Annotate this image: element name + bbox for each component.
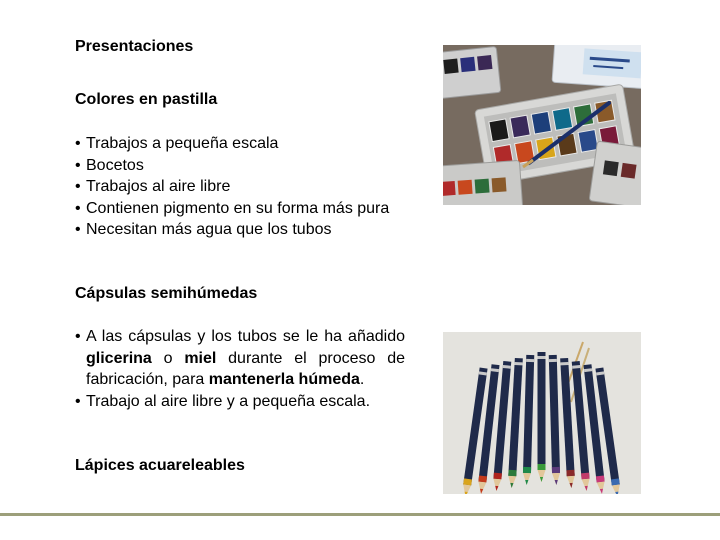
capsulas-list <box>75 326 405 412</box>
paint-pan <box>531 111 551 134</box>
pencils-illustration <box>443 332 641 494</box>
watercolor-box-illustration <box>443 45 641 205</box>
paint-pan <box>552 108 572 131</box>
list-item: • Trabajo al aire libre y a pequeña escala. <box>75 391 405 413</box>
list-item: • Trabajos a pequeña escala <box>75 133 405 155</box>
keyword-glicerina: glicerina <box>86 349 152 367</box>
pencil <box>538 352 546 482</box>
pastilla-list <box>75 133 405 241</box>
list-item <box>75 326 405 391</box>
list-item: • Contienen pigmento en su forma más pura <box>75 198 405 220</box>
footer-divider <box>0 513 720 516</box>
keyword-mantenerla-humeda: mantenerla húmeda <box>208 371 360 388</box>
paint-pan <box>510 115 530 138</box>
watercolor-box-image <box>443 45 641 205</box>
paint-pan <box>578 130 598 153</box>
capsulas-text-3: durante el proceso de fabricación, para <box>86 349 405 388</box>
paint-pan <box>489 119 509 142</box>
heading-presentaciones: Presentaciones <box>75 38 194 55</box>
heading-colores-pastilla: Colores en pastilla <box>75 91 218 108</box>
list-item: • Bocetos <box>75 155 405 177</box>
capsulas-text-1: A las cápsulas y los tubos se le ha añadido <box>86 328 405 345</box>
list-item: • Necesitan más agua que los tubos <box>75 219 405 241</box>
pencils-image <box>443 332 641 494</box>
heading-capsulas: Cápsulas semihúmedas <box>75 285 258 302</box>
list-item: • Trabajos al aire libre <box>75 176 405 198</box>
keyword-miel: miel <box>184 349 217 367</box>
capsulas-text-2: o <box>151 349 185 367</box>
capsulas-text-4: . <box>359 371 365 388</box>
heading-lapices: Lápices acuareleables <box>75 457 245 474</box>
